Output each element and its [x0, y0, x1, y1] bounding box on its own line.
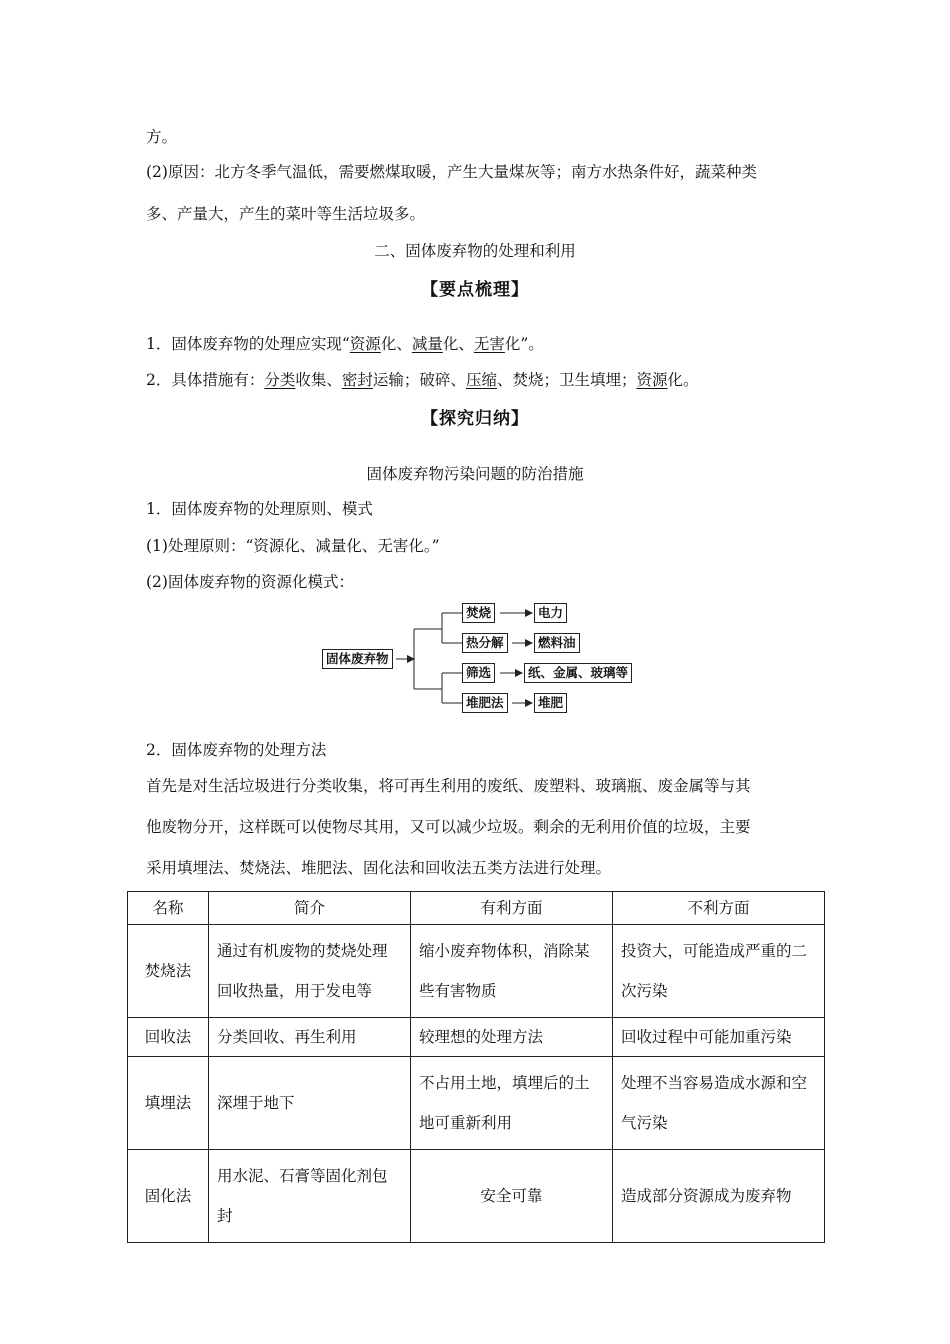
- point-2: 2．具体措施有：分类收集、密封运输；破碎、压缩、焚烧；卫生填埋；资源化。: [146, 371, 699, 389]
- table-cell: 深埋于地下: [209, 1057, 411, 1150]
- diagram-method-composting: 堆肥法: [462, 693, 508, 713]
- diagram-result-compost: 堆肥: [534, 693, 567, 713]
- table-cell: 固化法: [128, 1150, 209, 1243]
- intro-line-0: 方。: [146, 128, 178, 146]
- table-cell: 缩小废弃物体积，消除某些有害物质: [411, 925, 613, 1018]
- diagram-root-box: 固体废弃物: [322, 649, 393, 669]
- treatment-methods-table: [127, 891, 825, 1243]
- table-cell: 投资大，可能造成严重的二次污染: [613, 925, 825, 1018]
- intro-line-1: (2)原因：北方冬季气温低，需要燃煤取暖，产生大量煤灰等；南方水热条件好，蔬菜种类: [146, 163, 757, 181]
- intro-line-2: 多、产量大，产生的菜叶等生活垃圾多。: [146, 205, 426, 223]
- table-row: [128, 1150, 825, 1243]
- table-cell: 通过有机废物的焚烧处理回收热量，用于发电等: [209, 925, 411, 1018]
- table-header: 简介: [209, 892, 411, 925]
- table-cell: 焚烧法: [128, 925, 209, 1018]
- diagram-method-incineration: 焚烧: [462, 603, 495, 623]
- paragraph-principles: 1．固体废弃物的处理原则、模式: [146, 500, 373, 518]
- table-header: 不利方面: [613, 892, 825, 925]
- heading-inquiry: 【探究归纳】: [421, 409, 529, 429]
- table-cell: 处理不当容易造成水源和空气污染: [613, 1057, 825, 1150]
- paragraph-principle-detail: (1)处理原则：“资源化、减量化、无害化。”: [146, 537, 440, 555]
- table-cell: 安全可靠: [411, 1150, 613, 1243]
- diagram-method-screening: 筛选: [462, 663, 495, 683]
- table-cell: 造成部分资源成为废弃物: [613, 1150, 825, 1243]
- table-cell: 填埋法: [128, 1057, 209, 1150]
- table-row: [128, 1057, 825, 1150]
- heading-key-points: 【要点梳理】: [421, 280, 529, 300]
- resource-model-diagram: [322, 600, 642, 720]
- sub-title: 固体废弃物污染问题的防治措施: [366, 465, 584, 483]
- table-row: [128, 925, 825, 1018]
- table-cell: 回收过程中可能加重污染: [613, 1018, 825, 1057]
- table-cell: 不占用土地，填埋后的土地可重新利用: [411, 1057, 613, 1150]
- table-row: [128, 1018, 825, 1057]
- paragraph-model: (2)固体废弃物的资源化模式：: [146, 573, 354, 591]
- paragraph-methods-line-0: 首先是对生活垃圾进行分类收集，将可再生利用的废纸、废塑料、玻璃瓶、废金属等与其: [146, 777, 751, 795]
- table-header: 名称: [128, 892, 209, 925]
- paragraph-methods-line-2: 采用填埋法、焚烧法、堆肥法、固化法和回收法五类方法进行处理。: [146, 859, 612, 877]
- table-cell: 较理想的处理方法: [411, 1018, 613, 1057]
- diagram-result-electricity: 电力: [534, 603, 567, 623]
- paragraph-methods-title: 2．固体废弃物的处理方法: [146, 741, 327, 759]
- diagram-result-materials: 纸、金属、玻璃等: [524, 663, 632, 683]
- table-cell: 用水泥、石膏等固化剂包封: [209, 1150, 411, 1243]
- point-1: 1．固体废弃物的处理应实现“资源化、减量化、无害化”。: [146, 335, 544, 353]
- table-cell: 回收法: [128, 1018, 209, 1057]
- paragraph-methods-line-1: 他废物分开，这样既可以使物尽其用，又可以减少垃圾。剩余的无利用价值的垃圾，主要: [146, 818, 751, 836]
- section-title: 二、固体废弃物的处理和利用: [374, 242, 576, 260]
- table-cell: 分类回收、再生利用: [209, 1018, 411, 1057]
- diagram-result-fuel-oil: 燃料油: [534, 633, 580, 653]
- diagram-method-pyrolysis: 热分解: [462, 633, 508, 653]
- table-header-row: [128, 892, 825, 925]
- table-header: 有利方面: [411, 892, 613, 925]
